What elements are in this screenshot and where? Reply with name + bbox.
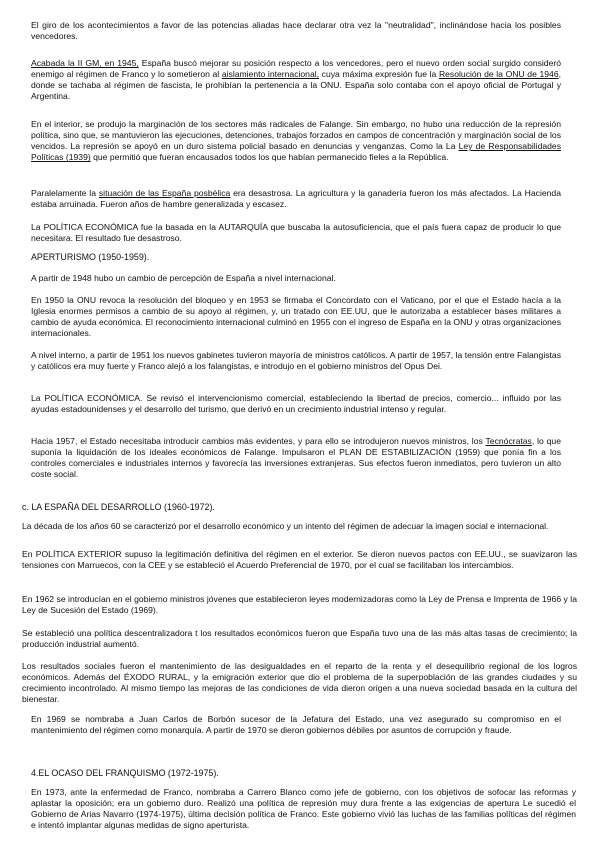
text-span: España buscó mejorar su posición respecto a los vencedores, pero el nuevo orden social surgido consideró enemigo al régimen de Franco y lo sometieron al xyxy=(31,58,561,80)
text-span: En el interior, se produjo la marginación de los sectores más radicales de Falange. Sin embargo, no hubo una reducción de la represión política, sino que, se mantuvieron las ejecuciones, detenciones, trabajos forzados en campos de concentración y marginación social de los vencidos. La represión se apoyó en un duro sistema policial basado en denuncias y venganzas. Como la La xyxy=(31,119,561,152)
text-span: , lo que suponía la liquidación de los ideales económicos de Falange. Impulsaron el PLAN DE ESTABILIZACIÓN (1959) que ponía fin a los controles comerciales e industriales internos y favorecía las inversiones extranjeras. Sus efectos fueron inmediatos, pero tuvieron un alto coste social. xyxy=(31,436,561,480)
paragraph-carrero-blanco: En 1973, ante la enfermedad de Franco, nombraba a Carrero Blanco como jefe de gobierno, con los objetivos de sofocar las reformas y aplastar la oposición; era un gobierno duro. Realizó una política de represión muy dura frente a las exigencias de apertura Le sucedió el Gobierno de Arias Navarro (1974-1975), última decisión política de Franco. Este gobierno vivió las luchas de las familias políticas del régimen e intentó implantar algunas medidas de signo aperturista. xyxy=(31,787,576,831)
link-aislamiento-internacional: aislamiento internacional, xyxy=(221,69,320,80)
paragraph-neutralidad: El giro de los acontecimientos a favor de las potencias aliadas hace declarar otra vez la "neutralidad", inclinándose hacia los posibles vencedores. xyxy=(31,20,561,42)
paragraph-nivel-interno: A nivel interno, a partir de 1951 los nuevos gabinetes tuvieron mayoría de ministros católicos. A partir de 1957, la tensión entre Falangistas y católicos era muy fuerte y Franco alejó a los falangistas, e introdujo en el gobierno ministros del Opus Dei. xyxy=(31,350,561,372)
paragraph-onu-concordato: En 1950 la ONU revoca la resolución del bloqueo y en 1953 se firmaba el Concordato con el Vaticano, por el que el Estado hacía a la Iglesia enormes permisos a cambio de su apoyo al régimen, y, un tratado con EE.UU, que le autorizaba a establecer bases militares a cambio de ayuda económica. El reconocimiento internacional culminó en 1955 con el ingreso de España en la ONU y otras organizaciones internacionales. xyxy=(31,295,561,339)
paragraph-autarquia: La POLÍTICA ECONÓMICA fue la basada en la AUTARQUÍA que buscaba la autosuficiencia, que el país fuera capaz de producir lo que necesitara. El resultado fue desastroso. xyxy=(31,222,561,244)
link-resolucion-onu-1946: Resolución de la ONU de 1946 xyxy=(438,69,559,80)
paragraph-politica-economica-apertura: La POLÍTICA ECONÓMICA. Se revisó el intervencionismo comercial, estableciendo la libertad de precios, comercio... influido por las ayudas estadounidenses y el desarrollo del turismo, que derivó en un crecimiento industrial intenso y regular. xyxy=(31,393,561,415)
paragraph-politica-exterior: En POLÍTICA EXTERIOR supuso la legitimación definitiva del régimen en el exterior. Se dieron nuevos pactos con EE.UU., se suavizaron las tensiones con Marruecos, con la CEE y se estableció el Acuerdo Preferencial de 1970, por el cual se facilitaban los intercambios. xyxy=(22,549,577,571)
paragraph-decada-60: La década de los años 60 se caracterizó por el desarrollo económico y un intento del régimen de adecuar la imagen social e internacional. xyxy=(22,521,549,531)
text-span: cuya máxima expresión fue la xyxy=(319,69,439,80)
text-span: era desastrosa. La agricultura y la ganadería fueron los más afectados. La Hacienda estaba arruinada. Fueron años de hambre generalizada y escasez. xyxy=(31,188,561,210)
paragraph-cambio-percepcion: A partir de 1948 hubo un cambio de percepción de España a nivel internacional. xyxy=(31,273,336,283)
text-span: que permitió que fueran encausados todos los que habían permanecido fieles a la República. xyxy=(90,152,449,163)
link-situacion-posbelica: situación de las España posbélica xyxy=(98,188,231,198)
heading-espana-desarrollo: c. LA ESPAÑA DEL DESARROLLO (1960-1972). xyxy=(22,502,215,512)
link-ley-responsabilidades: Ley de Responsabilidades Políticas (1939) xyxy=(31,141,561,163)
paragraph-tecnocratas xyxy=(31,436,561,480)
paragraph-posguerra-aislamiento xyxy=(31,58,561,102)
link-acabada-ii-gm: Acabada la II GM, en 1945, xyxy=(31,58,139,68)
heading-aperturismo: APERTURISMO (1950-1959). xyxy=(31,252,150,262)
paragraph-politica-descentralizadora: Se estableció una política descentralizadora t los resultados económicos fueron que España tuvo una de las más altas tasas de crecimiento; la producción industrial aumentó. xyxy=(22,628,577,650)
text-span: Paralelamente la xyxy=(31,188,99,198)
text-span: , donde se tachaba al régimen de fascista, le prohibían la pertenencia a la ONU. España solo contaba con el apoyo oficial de Portugal y Argentina. xyxy=(31,69,561,102)
paragraph-juan-carlos-sucesor: En 1969 se nombraba a Juan Carlos de Borbón sucesor de la Jefatura del Estado, una vez asegurado su compromiso en el mantenimiento del régimen como monarquía. A partir de 1970 se dieron gobiernos débiles por asuntos de corrupción y fraude. xyxy=(31,714,561,736)
paragraph-resultados-sociales: Los resultados sociales fueron el mantenimiento de las desigualdades en el reparto de la renta y el desequilibrio regional de los logros económicos. Además del ÉXODO RURAL, y la emigración exterior que dio el problema de la superpoblación de las grandes ciudades y su crecimiento incontrolado. Al mismo tiempo las mejoras de las condiciones de vida dieron origen a una nueva sociedad basada en la cultura del bienestar. xyxy=(22,661,577,705)
heading-ocaso-franquismo: 4.EL OCASO DEL FRANQUISMO (1972-1975). xyxy=(31,768,219,778)
paragraph-represion-interior xyxy=(31,119,561,163)
paragraph-situacion-posbelica xyxy=(31,188,561,210)
paragraph-leyes-modernizadoras: En 1962 se introducían en el gobierno ministros jóvenes que establecieron leyes modernizadoras como la Ley de Prensa e Imprenta de 1966 y la Ley de Sucesión del Estado (1969). xyxy=(22,594,577,616)
text-span: Hacia 1957, el Estado necesitaba introducir cambios más evidentes, y para ello se introdujeron nuevos ministros, los xyxy=(31,436,486,446)
link-tecnocratas: Tecnócratas xyxy=(485,436,532,446)
